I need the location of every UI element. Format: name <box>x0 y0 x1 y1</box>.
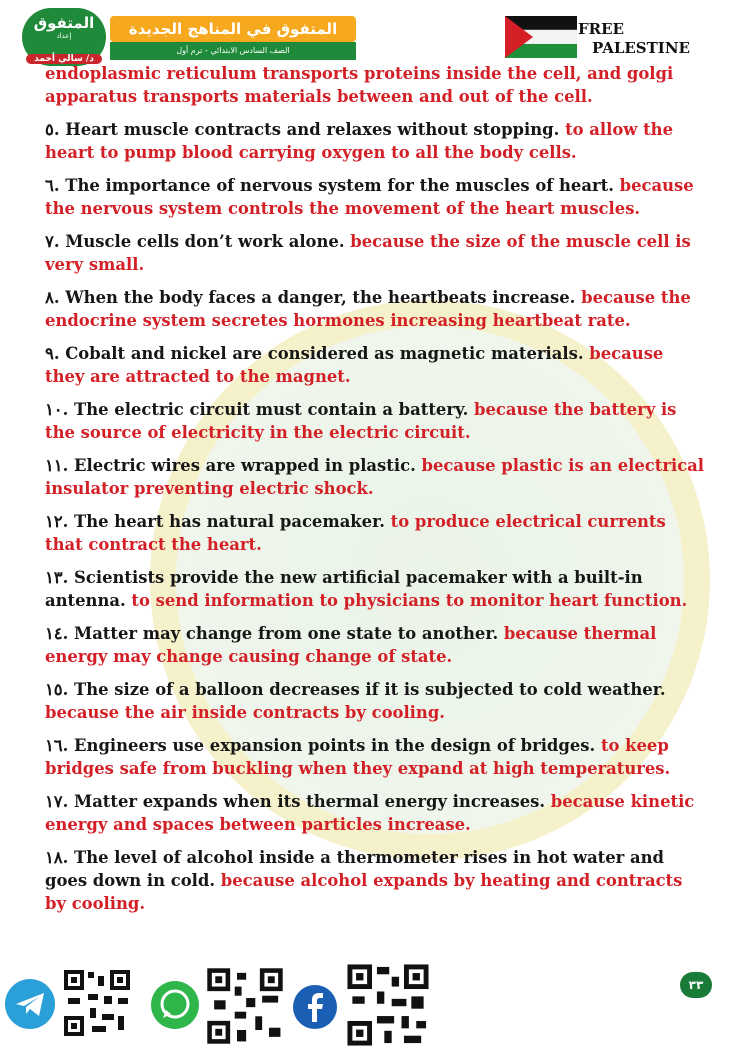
facebook-icon[interactable] <box>292 984 338 1030</box>
answer-text: endoplasmic reticulum transports proteins inside the cell, and golgi apparatus transports materials between and out of the cell. <box>45 64 674 106</box>
page-number: ٣٣ <box>680 972 712 998</box>
question-text: Scientists provide the new artificial pacemaker with a built-in antenna. <box>45 568 643 610</box>
list-item <box>45 286 705 332</box>
item-number: ١٠. <box>45 400 69 419</box>
list-item <box>45 230 705 276</box>
list-item <box>45 62 705 108</box>
answer-text: to send information to physicians to monitor heart function. <box>131 591 688 610</box>
qr-code-icon[interactable] <box>345 962 431 1048</box>
item-number: ١٧. <box>45 792 69 811</box>
answer-text: because the battery is the source of electricity in the electric circuit. <box>45 400 677 442</box>
answers-list <box>45 62 705 925</box>
item-number: ٦. <box>45 176 60 195</box>
list-item <box>45 566 705 612</box>
item-number: ٧. <box>45 232 60 251</box>
question-text: Matter may change from one state to another. <box>74 624 499 643</box>
question-text: Cobalt and nickel are considered as magnetic materials. <box>65 344 584 363</box>
list-item <box>45 118 705 164</box>
header-subtitle: الصف السادس الابتدائي - ترم أول <box>110 42 356 60</box>
question-text: The electric circuit must contain a battery. <box>74 400 469 419</box>
item-number: ١٥. <box>45 680 69 699</box>
answer-text: because the size of the muscle cell is very small. <box>45 232 691 274</box>
item-number: ٩. <box>45 344 60 363</box>
question-text: Matter expands when its thermal energy increases. <box>74 792 546 811</box>
answer-text: to produce electrical currents that contract the heart. <box>45 512 666 554</box>
list-item <box>45 174 705 220</box>
item-number: ١٢. <box>45 512 69 531</box>
header-title: المتفوق في المناهج الجديدة <box>110 16 356 42</box>
question-text: The importance of nervous system for the muscles of heart. <box>65 176 614 195</box>
palestine-flag-icon <box>505 14 577 60</box>
question-text: Engineers use expansion points in the design of bridges. <box>74 736 596 755</box>
item-number: ٨. <box>45 288 60 307</box>
list-item <box>45 398 705 444</box>
list-item <box>45 846 705 915</box>
item-number: ١٣. <box>45 568 69 587</box>
item-number: ٥. <box>45 120 60 139</box>
logo-sub: إعداد <box>56 32 72 40</box>
answer-text: because they are attracted to the magnet. <box>45 344 664 386</box>
answer-text: because alcohol expands by heating and contracts by cooling. <box>45 871 683 913</box>
item-number: ١٨. <box>45 848 69 867</box>
qr-code-icon[interactable] <box>205 966 285 1046</box>
logo-name: المتفوق <box>33 14 95 32</box>
item-number: ١٤. <box>45 624 69 643</box>
list-item <box>45 622 705 668</box>
qr-code-icon[interactable] <box>62 968 132 1038</box>
answer-text: because the endocrine system secretes hormones increasing heartbeat rate. <box>45 288 691 330</box>
badge-line-2: PALESTINE <box>592 39 690 57</box>
list-item <box>45 510 705 556</box>
question-text: The heart has natural pacemaker. <box>74 512 385 531</box>
answer-text: to keep bridges safe from buckling when they expand at high temperatures. <box>45 736 671 778</box>
answer-text: because the air inside contracts by cooling. <box>45 703 445 722</box>
list-item <box>45 734 705 780</box>
question-text: The level of alcohol inside a thermometer rises in hot water and goes down in cold. <box>45 848 665 890</box>
answer-text: because kinetic energy and spaces between particles increase. <box>45 792 695 834</box>
logo-author: د/ سالي أحمد <box>26 54 102 64</box>
list-item <box>45 790 705 836</box>
answer-text: because thermal energy may change causing change of state. <box>45 624 657 666</box>
question-text: Electric wires are wrapped in plastic. <box>74 456 416 475</box>
logo <box>22 8 106 66</box>
telegram-icon[interactable] <box>4 978 56 1030</box>
list-item <box>45 342 705 388</box>
item-number: ١١. <box>45 456 69 475</box>
item-number: ١٦. <box>45 736 69 755</box>
whatsapp-icon[interactable] <box>150 980 200 1030</box>
list-item <box>45 454 705 500</box>
badge-line-1: FREE <box>578 20 624 38</box>
question-text: When the body faces a danger, the heartbeats increase. <box>65 288 576 307</box>
answer-text: because the nervous system controls the movement of the heart muscles. <box>45 176 694 218</box>
question-text: Heart muscle contracts and relaxes without stopping. <box>65 120 560 139</box>
list-item <box>45 678 705 724</box>
answer-text: to allow the heart to pump blood carrying oxygen to all the body cells. <box>45 120 674 162</box>
answer-text: because plastic is an electrical insulator preventing electric shock. <box>45 456 705 498</box>
question-text: The size of a balloon decreases if it is subjected to cold weather. <box>74 680 666 699</box>
question-text: Muscle cells don’t work alone. <box>65 232 345 251</box>
free-palestine-badge <box>578 20 690 58</box>
